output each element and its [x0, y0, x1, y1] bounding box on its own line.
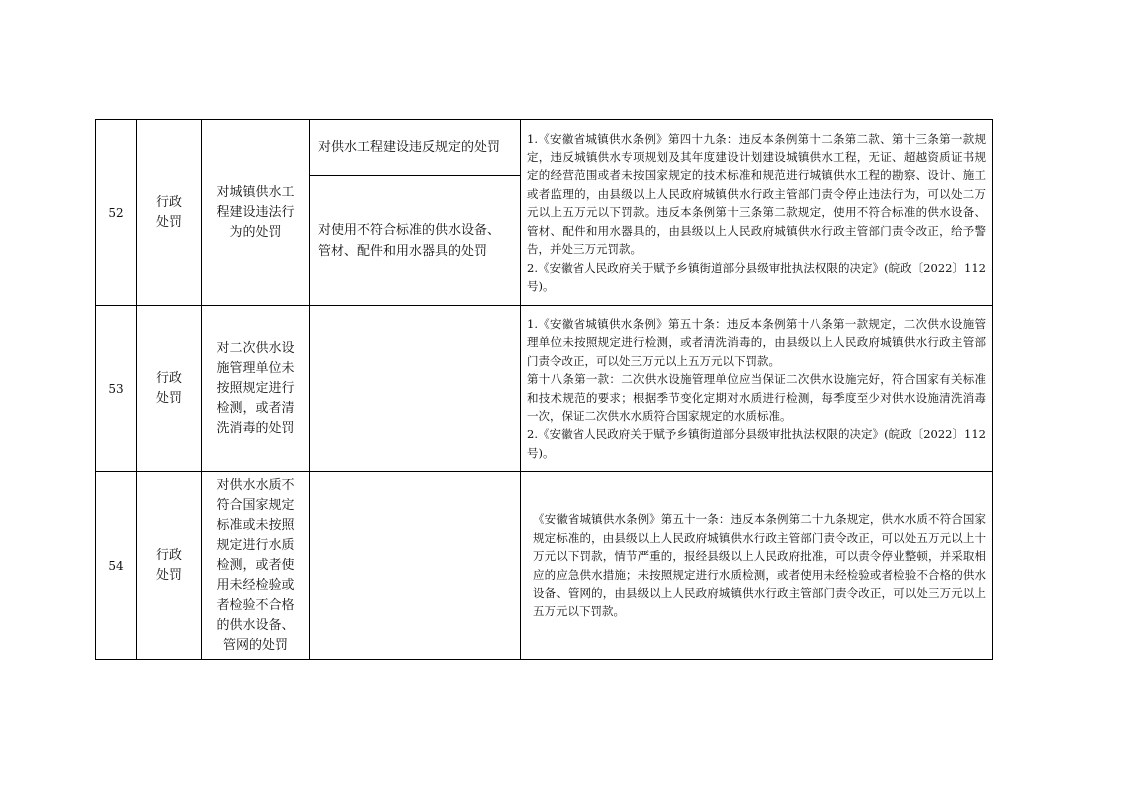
basis-paragraph: 2.《安徽省人民政府关于赋予乡镇街道部分县级审批执法权限的决定》(皖政〔2022〕112 号)。: [527, 260, 986, 293]
basis-paragraph: 第十八条第一款：二次供水设施管理单位应当保证二次供水设施完好，符合国家有关标准和技术规范的要求；根据季节变化定期对水质进行检测，每季度至少对供水设施清洗消毒一次，保证二次供水水质符合国家规定的水质标准。: [527, 372, 986, 423]
basis-cell: [521, 472, 993, 660]
basis-cell: [521, 120, 993, 306]
penalty-table: [95, 119, 993, 660]
item-cell: 对供水水质不符合国家规定标准或未按照规定进行水质检测，或者使用未经检验或者检验不合格的供水设备、管网的处罚: [202, 472, 310, 660]
basis-paragraph: 《安徽省城镇供水条例》第五十一条：违反本条例第二十九条规定，供水水质不符合国家规定标准的，由县级以上人民政府城镇供水行政主管部门责令改正，可以处五万元以上十万元以下罚款，情节严重的，报经县级以上人民政府批准，可以责令停业整顿，并采取相应的应急供水措施；未按照规定进行水质检测，或者使用未经检验或者检验不合格的供水设备、管网的，由县级以上人民政府城镇供水行政主管部门责令改正，可以处三万元以上五万元以下罚款。: [533, 512, 986, 619]
basis-cell: [521, 306, 993, 472]
row-number: 53: [96, 306, 137, 472]
subitem-cell: 对供水工程建设违反规定的处罚: [310, 120, 521, 176]
category-cell: 行政处罚: [137, 120, 202, 306]
subitem-cell: [310, 472, 521, 660]
subitem-cell: [310, 306, 521, 472]
row-number: 54: [96, 472, 137, 660]
category-cell: 行政处罚: [137, 472, 202, 660]
item-cell: 对二次供水设施管理单位未按照规定进行检测，或者清洗消毒的处罚: [202, 306, 310, 472]
table-row: [96, 472, 993, 660]
basis-paragraph: 1.《安徽省城镇供水条例》第四十九条：违反本条例第十二条第二款、第十三条第一款规定，违反城镇供水专项规划及其年度建设计划建设城镇供水工程，无证、超越资质证书规定的经营范围或者未按国家规定的技术标准和规范进行城镇供水工程的勘察、设计、施工或者监理的，由县级以上人民政府城镇供水行政主管部门责令停止违法行为，可以处二万元以上五万元以下罚款。违反本条例第十三条第二款规定，使用不符合标准的供水设备、管材、配件和用水器具的，由县级以上人民政府城镇供水行政主管部门责令改正，给予警告，并处三万元罚款。: [527, 131, 986, 257]
basis-paragraph: 1.《安徽省城镇供水条例》第五十条：违反本条例第十八条第一款规定，二次供水设施管理单位未按照规定进行检测，或者清洗消毒的，由县级以上人民政府城镇供水行政主管部门责令改正，可以处三万元以上五万元以下罚款。: [527, 316, 986, 368]
row-number: 52: [96, 120, 137, 306]
item-cell: 对城镇供水工程建设违法行为的处罚: [202, 120, 310, 306]
table-row: [96, 306, 993, 472]
category-cell: 行政处罚: [137, 306, 202, 472]
basis-paragraph: 2.《安徽省人民政府关于赋予乡镇街道部分县级审批执法权限的决定》(皖政〔2022〕112 号)。: [527, 427, 986, 460]
subitem-cell: 对使用不符合标准的供水设备、管材、配件和用水器具的处罚: [310, 176, 521, 306]
table-row: [96, 120, 993, 176]
